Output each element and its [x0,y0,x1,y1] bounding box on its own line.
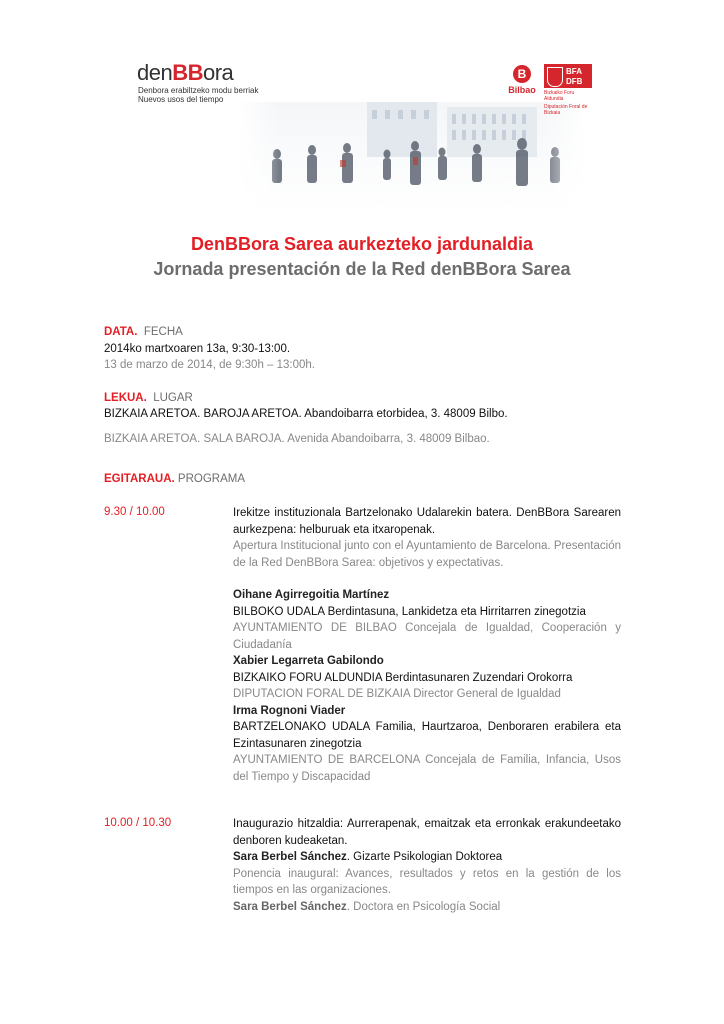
street-crowd-image [237,102,587,210]
title-basque: DenBBora Sarea aurkezteko jardunaldia [190,234,534,254]
date-value-eu: 2014ko martxoaren 13a, 9:30-13:00. [104,343,291,355]
program-intro-es: Apertura Institucional junto con el Ayuntamiento de Barcelona. Presentación de la Red DenBBora Sarea: objetivos y expectativas. [233,540,621,569]
program-item [233,816,621,915]
date-value-es: 13 de marzo de 2014, de 9:30h – 13:00h. [104,359,315,371]
bilbao-logo: B Bilbao [508,67,536,95]
program-intro-es: Ponencia inaugural: Avances, resultados y retos en la gestión de los tiempos en las organizaciones. [233,867,621,896]
denbbora-logo: denBBora [137,60,234,85]
speaker-role-es: AYUNTAMIENTO DE BILBAO Concejala de Igualdad, Cooperación y Ciudadanía [233,622,621,651]
logo-tagline-eu: Denbora erabiltzeko modu berriak [138,86,259,95]
speaker-line-eu: Sara Berbel Sánchez. Gizarte Psikologian Doktorea [233,851,503,863]
speaker-name: Xabier Legarreta Gabilondo [233,655,384,667]
program-intro-eu: Inaugurazio hitzaldia: Aurrerapenak, emaitzak eta erronkak erakundeetako denboren kudeaketan. [233,818,621,847]
program-intro-eu: Irekitze instituzionala Bartzelonako Udalarekin batera. DenBBora Sarearen aurkezpena: helburuak eta itxaropenak. [233,507,621,536]
speaker-role-eu: BIZKAIKO FORU ALDUNDIA Berdintasunaren Zuzendari Orokorra [233,671,573,684]
program-time: 9.30 / 10.00 [104,506,165,518]
program-item [233,505,621,785]
shield-icon [547,67,563,87]
speaker-name: Oihane Agirregoitia Martínez [233,589,390,601]
date-label: DATA. FECHA [104,326,183,338]
program-time: 10.00 / 10.30 [104,817,172,829]
speaker-role-es: DIPUTACION FORAL DE BIZKAIA Director General de Igualdad [233,688,561,700]
logo-tagline-es: Nuevos usos del tiempo [138,95,224,104]
location-label: LEKUA. LUGAR [104,392,193,404]
location-value-es: BIZKAIA ARETOA. SALA BAROJA. Avenida Abandoibarra, 3. 48009 Bilbao. [104,433,490,445]
speaker-role-eu: BARTZELONAKO UDALA Familia, Haurtzaroa, Denboraren erabilera eta Ezintasunaren zinegotzia [233,721,621,750]
speaker-line-es: Sara Berbel Sánchez. Doctora en Psicología Social [233,900,501,913]
banner-photo [237,102,587,210]
title-spanish: Jornada presentación de la Red denBBora Sarea [153,259,571,279]
bfa-dfb-logo: BFA DFB Bizkaiko Foru Aldundia Diputación Foral de Bizkaia [544,64,594,116]
speaker-name: Irma Rognoni Viader [233,704,346,717]
header-banner [132,50,592,210]
location-value-eu: BIZKAIA ARETOA. BAROJA ARETOA. Abandoibarra etorbidea, 3. 48009 Bilbo. [104,408,508,420]
speaker-role-es: AYUNTAMIENTO DE BARCELONA Concejala de Familia, Infancia, Usos del Tiempo y Discapacidad [233,754,621,783]
speaker-role-eu: BILBOKO UDALA Berdintasuna, Lankidetza eta Hirritarren zinegotzia [233,605,586,618]
program-label: EGITARAUA. PROGRAMA [104,473,245,485]
